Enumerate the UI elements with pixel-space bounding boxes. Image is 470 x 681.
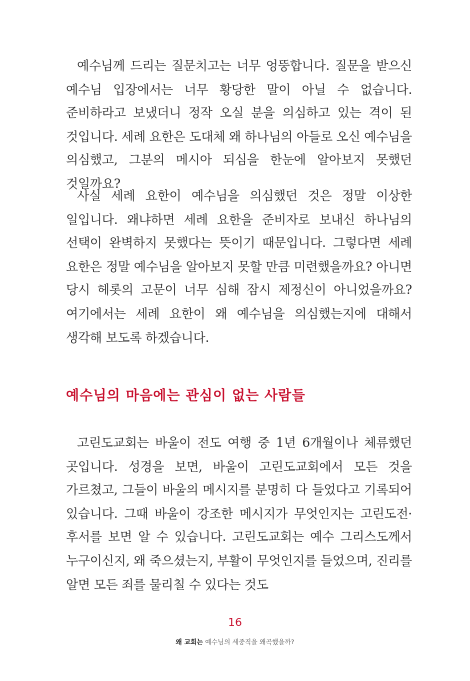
- body-paragraph-3: 고린도교회는 바울이 전도 여행 중 1년 6개월이나 체류했던 곳입니다. 성경을 보면, 바울이 고린도교회에서 모든 것을 가르쳤고, 그들이 바울의 메시지를 분명히 다 들었다고 기록되어 있습니다. 그때 바울이 강조한 메시지가 무엇인지는 고린도전·후서를 보면 알 수 있습니다. 고린도교회는 예수 그리스도께서 누구이신지, 왜 죽으셨는지, 부활이 무엇인지를 들었으며, 진리를 알면 모든 죄를 물리칠 수 있다는 것도: [66, 435, 412, 592]
- page-number: 16: [228, 616, 242, 629]
- body-paragraph-2: 사실 세례 요한이 예수님을 의심했던 것은 정말 이상한 일입니다. 왜냐하면 세례 요한을 준비자로 보내신 하나님의 선택이 완벽하지 못했다는 뜻이기 때문입니다. 그렇다면 세례 요한은 정말 예수님을 알아보지 못할 만큼 미련했을까요? 아니면 당시 헤롯의 고문이 너무 심해 잠시 제정신이 아니었을까요? 여기에서는 세례 요한이 왜 예수님을 의심했는지에 대해서 생각해 보도록 하겠습니다.: [66, 188, 412, 345]
- running-footer-title-bold: 왜 교회는: [175, 638, 204, 646]
- section-heading: 예수님의 마음에는 관심이 없는 사람들: [66, 388, 306, 404]
- running-footer-title-rest: 예수님의 세중직을 왜곡했을까?: [205, 638, 295, 646]
- running-footer: [0, 637, 470, 646]
- body-paragraph-1: 예수님께 드리는 질문치고는 너무 엉뚱합니다. 질문을 받으신 예수님 입장에서는 너무 황당한 말이 아닐 수 없습니다. 준비하라고 보냈더니 정작 오실 분을 의심하고 있는 격이 된 것입니다. 세례 요한은 도대체 왜 하나님의 아들로 오신 예수님을 의심했고, 그분의 메시아 되심을 한눈에 알아보지 못했던 것일까요?: [66, 58, 412, 191]
